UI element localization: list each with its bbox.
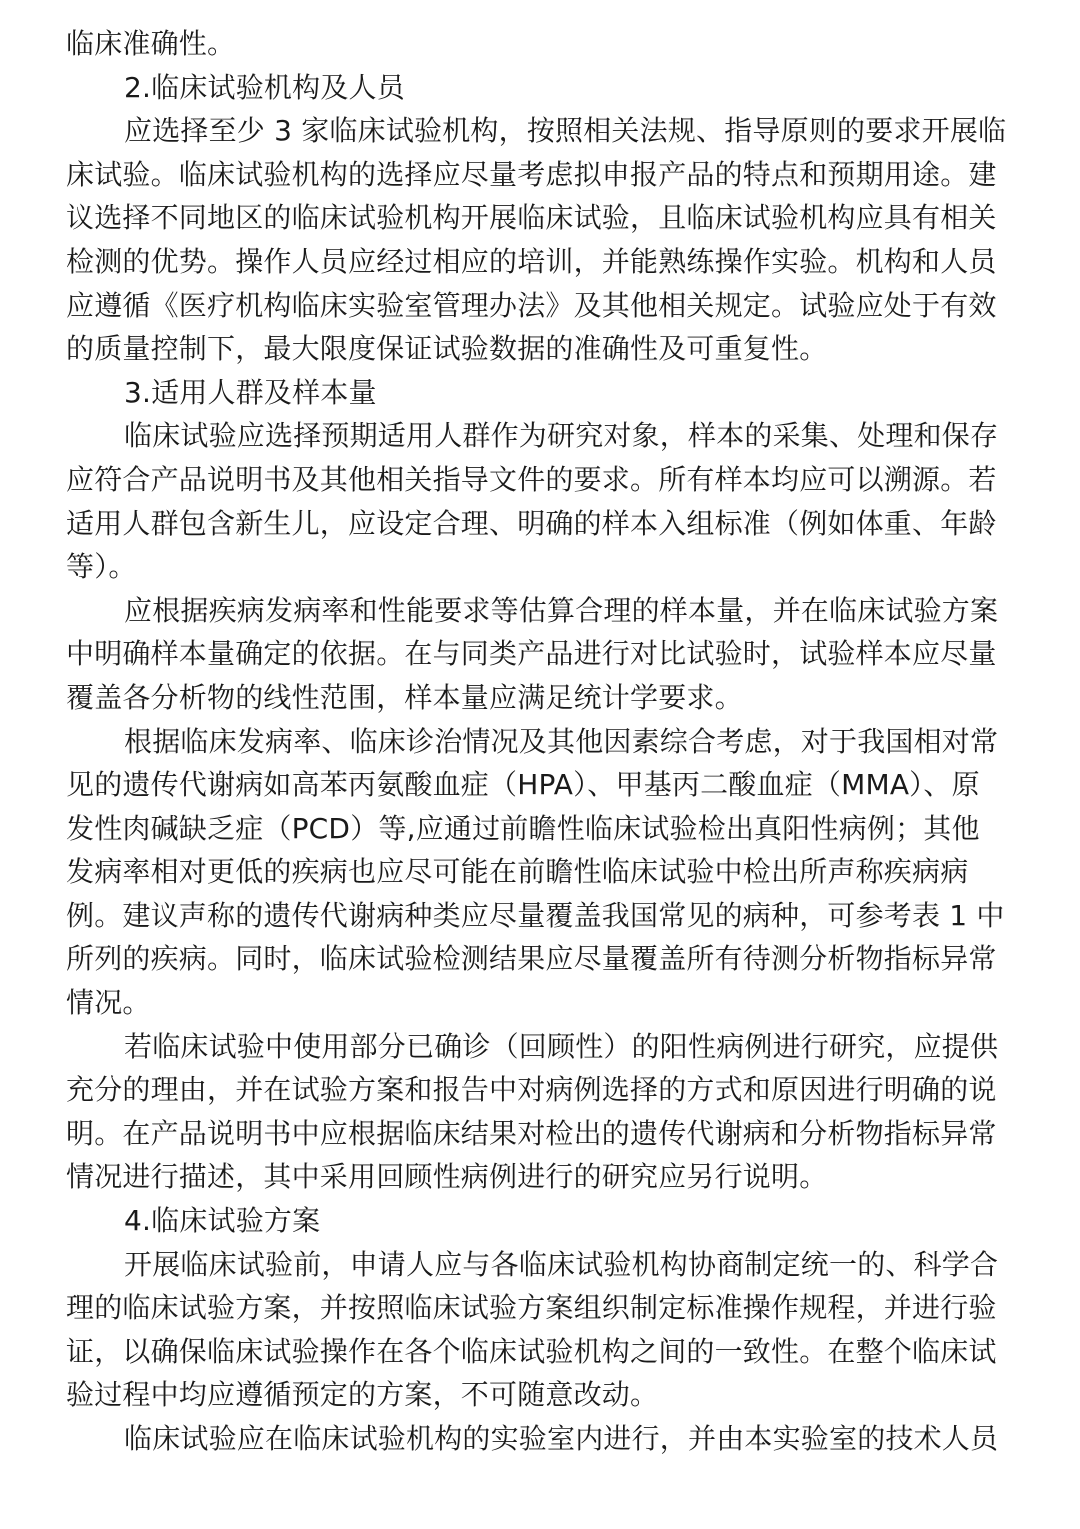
- text-line: 临床准确性。: [66, 27, 236, 60]
- paragraph-first-line: 2.临床试验机构及人员: [124, 70, 405, 104]
- text-line: 议选择不同地区的临床试验机构开展临床试验，且临床试验机构应具有相关: [66, 201, 997, 235]
- text-line: 适用人群包含新生儿，应设定合理、明确的样本入组标准（例如体重、年龄: [66, 506, 997, 540]
- text-line: 检测的优势。操作人员应经过相应的培训，并能熟练操作实验。机构和人员: [66, 244, 997, 278]
- text-line: 床试验。临床试验机构的选择应尽量考虑拟申报产品的特点和预期用途。建: [66, 157, 997, 191]
- text-line: 覆盖各分析物的线性范围，样本量应满足统计学要求。: [66, 680, 743, 714]
- document-page: [66, 22, 1018, 1461]
- text-line: 情况。: [66, 986, 151, 1020]
- text-line: 发病率相对更低的疾病也应尽可能在前瞻性临床试验中检出所声称疾病病: [66, 855, 969, 889]
- paragraph-first-line: 若临床试验中使用部分已确诊（回顾性）的阳性病例进行研究，应提供: [124, 1029, 999, 1063]
- paragraph-first-line: 根据临床发病率、临床诊治情况及其他因素综合考虑，对于我国相对常: [124, 724, 999, 758]
- paragraph-first-line: 应根据疾病发病率和性能要求等估算合理的样本量，并在临床试验方案: [124, 593, 999, 627]
- paragraph-first-line: 临床试验应在临床试验机构的实验室内进行，并由本实验室的技术人员: [124, 1422, 999, 1455]
- text-line: 应符合产品说明书及其他相关指导文件的要求。所有样本均应可以溯源。若: [66, 462, 997, 496]
- paragraph-first-line: 应选择至少 3 家临床试验机构，按照相关法规、指导原则的要求开展临: [124, 114, 1007, 148]
- text-line: 的质量控制下，最大限度保证试验数据的准确性及可重复性。: [66, 332, 828, 366]
- paragraph-first-line: 开展临床试验前，申请人应与各临床试验机构协商制定统一的、科学合: [124, 1247, 999, 1281]
- text-line: 应遵循《医疗机构临床实验室管理办法》及其他相关规定。试验应处于有效: [66, 288, 997, 322]
- text-line: 证，以确保临床试验操作在各个临床试验机构之间的一致性。在整个临床试: [66, 1334, 997, 1368]
- text-line: 中明确样本量确定的依据。在与同类产品进行对比试验时，试验样本应尽量: [66, 637, 997, 671]
- text-line: 理的临床试验方案，并按照临床试验方案组织制定标准操作规程，并进行验: [66, 1291, 997, 1325]
- text-line: 等）。: [66, 550, 137, 584]
- paragraph-first-line: 3.适用人群及样本量: [124, 375, 377, 409]
- text-line: 见的遗传代谢病如高苯丙氨酸血症（HPA）、甲基丙二酸血症（MMA）、原: [66, 768, 980, 802]
- text-line: 验过程中均应遵循预定的方案，不可随意改动。: [66, 1378, 659, 1412]
- text-line: 明。在产品说明书中应根据临床结果对检出的遗传代谢病和分析物指标异常: [66, 1116, 997, 1150]
- text-line: 发性肉碱缺乏症（PCD）等,应通过前瞻性临床试验检出真阳性病例；其他: [66, 811, 980, 845]
- paragraph-first-line: 4.临床试验方案: [124, 1204, 321, 1238]
- text-line: 充分的理由，并在试验方案和报告中对病例选择的方式和原因进行明确的说: [66, 1073, 997, 1107]
- text-line: 所列的疾病。同时，临床试验检测结果应尽量覆盖所有待测分析物指标异常: [66, 942, 997, 976]
- text-line: 例。建议声称的遗传代谢病种类应尽量覆盖我国常见的病种，可参考表 1 中: [66, 898, 1005, 932]
- paragraph-first-line: 临床试验应选择预期适用人群作为研究对象，样本的采集、处理和保存: [124, 419, 999, 453]
- text-line: 情况进行描述，其中采用回顾性病例进行的研究应另行说明。: [66, 1160, 828, 1194]
